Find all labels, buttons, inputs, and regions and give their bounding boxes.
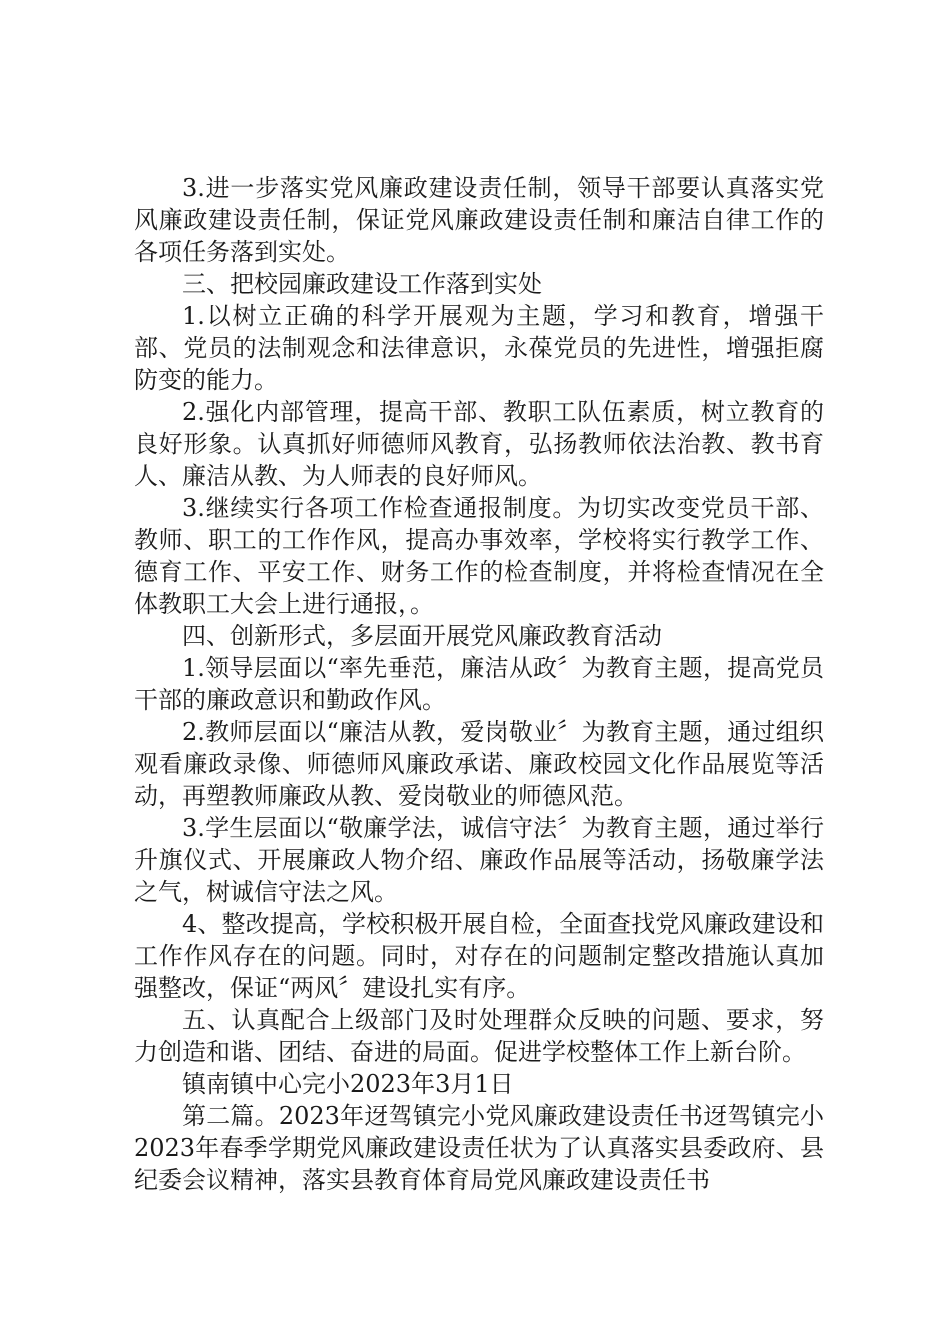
- paragraph-student-level: 3.学生层面以“敬廉学法，诚信守法〞为教育主题，通过举行升旗仪式、开展廉政人物介绍、廉政作品展等活动，扬敬廉学法之气，树诚信守法之风。: [134, 814, 824, 906]
- document-body: [134, 172, 824, 1196]
- paragraph-leadership-level: 1.领导层面以“率先垂范，廉洁从政〞为教育主题，提高党员干部的廉政意识和勤政作风。: [134, 654, 824, 714]
- paragraph-internal-management: 2.强化内部管理，提高干部、教职工队伍素质，树立教育的良好形象。认真抓好师德师风教育，弘扬教师依法治教、教书育人、廉洁从教、为人师表的良好师风。: [134, 398, 824, 490]
- paragraph-inspection-system: 3.继续实行各项工作检查通报制度。为切实改变党员干部、教师、职工的工作作风，提高办事效率，学校将实行教学工作、德育工作、平安工作、财务工作的检查制度，并将检查情况在全体教职工大会上进行通报，。: [134, 494, 824, 618]
- signature-date-line: 镇南镇中心完小2023年3月1日: [182, 1070, 514, 1098]
- paragraph-second-article: 第二篇。2023年迓驾镇完小党风廉政建设责任书迓驾镇完小2023年春季学期党风廉政建设责任状为了认真落实县委政府、县纪委会议精神，落实县教育体育局党风廉政建设责任书: [134, 1102, 824, 1194]
- paragraph-scientific-outlook: 1.以树立正确的科学开展观为主题，学习和教育，增强干部、党员的法制观念和法律意识，永葆党员的先进性，增强拒腐防变的能力。: [134, 302, 824, 394]
- heading-section-five: 五、认真配合上级部门及时处理群众反映的问题、要求，努力创造和谐、团结、奋进的局面。促进学校整体工作上新台阶。: [134, 1006, 824, 1066]
- heading-section-three: 三、把校园廉政建设工作落到实处: [182, 270, 542, 298]
- heading-section-four: 四、创新形式，多层面开展党风廉政教育活动: [182, 622, 662, 650]
- paragraph-responsibility-system: 3.进一步落实党风廉政建设责任制，领导干部要认真落实党风廉政建设责任制，保证党风廉政建设责任制和廉洁自律工作的各项任务落到实处。: [134, 174, 824, 266]
- paragraph-rectification: 4、整改提高，学校积极开展自检，全面查找党风廉政建设和工作作风存在的问题。同时，对存在的问题制定整改措施认真加强整改，保证“两风〞建设扎实有序。: [134, 910, 824, 1002]
- paragraph-teacher-level: 2.教师层面以“廉洁从教，爱岗敬业〞为教育主题，通过组织观看廉政录像、师德师风廉政承诺、廉政校园文化作品展览等活动，再塑教师廉政从教、爱岗敬业的师德风范。: [134, 718, 824, 810]
